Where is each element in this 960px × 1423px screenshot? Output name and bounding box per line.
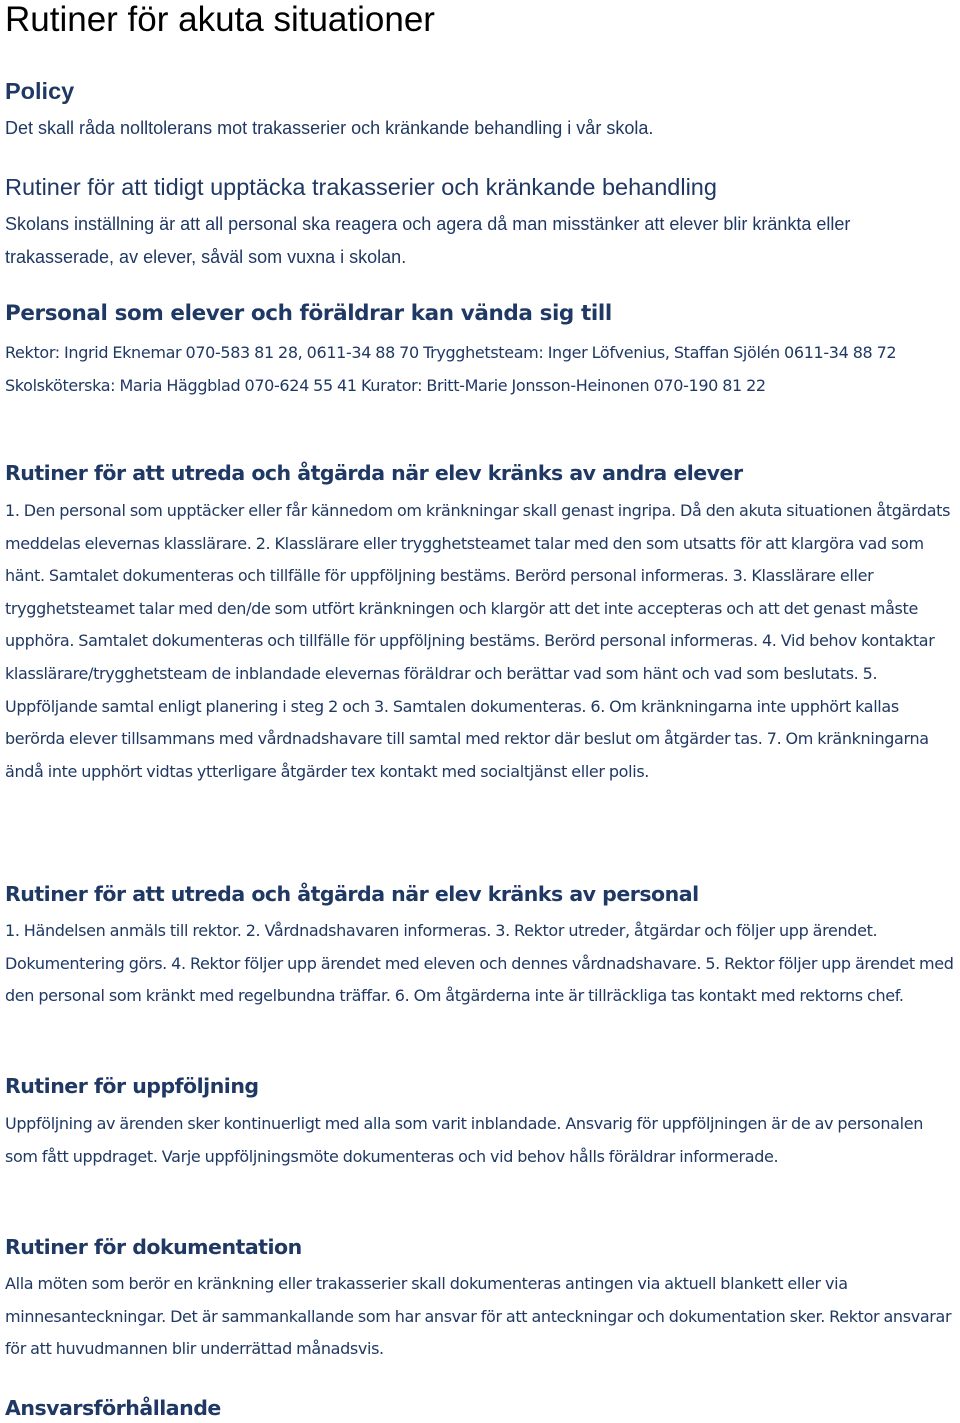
policy-text: Det skall råda nolltolerans mot trakasserier och kränkande behandling i vår skola. [5, 118, 654, 138]
early-detection-text: Skolans inställning är att all personal ska reagera och agera då man misstänker att elever blir kränkta eller trakasserade, av elever, såväl som vuxna i skolan. [5, 214, 851, 267]
staff-case-heading: Rutiner för att utreda och åtgärda när elev kränks av personal [5, 882, 699, 906]
policy-heading: Policy [5, 78, 75, 104]
staff-case-text: 1. Händelsen anmäls till rektor. 2. Vårdnadshavaren informeras. 3. Rektor utreder, åtgärdar och följer upp ärendet. Dokumentering görs. 4. Rektor följer upp ärendet med eleven och dennes vårdnadshavare. 5. Rektor följer upp ärendet med den personal som kränkt med regelbundna träffar. 6. Om åtgärderna inte är tillräckliga tas kontakt med rektorns chef. [5, 921, 954, 1006]
responsibility-heading: Ansvarsförhållande [5, 1396, 221, 1420]
contacts-text: Rektor: Ingrid Eknemar 070-583 81 28, 0611-34 88 70 Trygghetsteam: Inger Löfvenius, Staffan Sjölén 0611-34 88 72 Skolsköterska: Maria Häggblad 070-624 55 41 Kurator: Britt-Marie Jonsson-Heinonen 070-190 81 22 [5, 343, 897, 395]
page-title: Rutiner för akuta situationer [5, 0, 435, 39]
follow-up-text: Uppföljning av ärenden sker kontinuerligt med alla som varit inblandade. Ansvarig för uppföljningen är de av personalen som fått uppdraget. Varje uppföljningsmöte dokumenteras och vid behov hålls föräldrar informerade. [5, 1114, 923, 1166]
follow-up-heading: Rutiner för uppföljning [5, 1074, 259, 1098]
documentation-text: Alla möten som berör en kränkning eller trakasserier skall dokumenteras antingen via aktuell blankett eller via minnesanteckningar. Det är sammankallande som har ansvar för att anteckningar och dokumentation sker. Rektor ansvarar för att huvudmannen blir underrättad månadsvis. [5, 1274, 952, 1359]
early-detection-heading: Rutiner för att tidigt upptäcka trakasserier och kränkande behandling [5, 174, 717, 200]
documentation-heading: Rutiner för dokumentation [5, 1235, 302, 1259]
student-case-heading: Rutiner för att utreda och åtgärda när elev kränks av andra elever [5, 461, 743, 485]
student-case-text: 1. Den personal som upptäcker eller får kännedom om kränkningar skall genast ingripa. Då den akuta situationen åtgärdats meddelas elevernas klasslärare. 2. Klasslärare eller trygghetsteamet talar med den som utsatts för att klargöra vad som hänt. Samtalet dokumenteras och tillfälle för uppföljning bestäms. Berörd personal informeras. 3. Klasslärare eller trygghetsteamet talar med den/de som utfört kränkningen och klargör att det inte accepteras och att det genast måste upphöra. Samtalet dokumenteras och tillfälle för uppföljning bestäms. Berörd personal informeras. 4. Vid behov kontaktar klasslärare/trygghetsteam de inblandade elevernas föräldrar och berättar vad som hänt och vad som beslutats. 5. Uppföljande samtal enligt planering i steg 2 och 3. Samtalen dokumenteras. 6. Om kränkningarna inte upphört kallas berörda elever tillsammans med vårdnadshavare till samtal med rektor där beslut om åtgärder tas. 7. Om kränkningarna ändå inte upphört vidtas ytterligare åtgärder tex kontakt med socialtjänst eller polis. [5, 501, 951, 781]
contacts-heading: Personal som elever och föräldrar kan vända sig till [5, 301, 612, 326]
